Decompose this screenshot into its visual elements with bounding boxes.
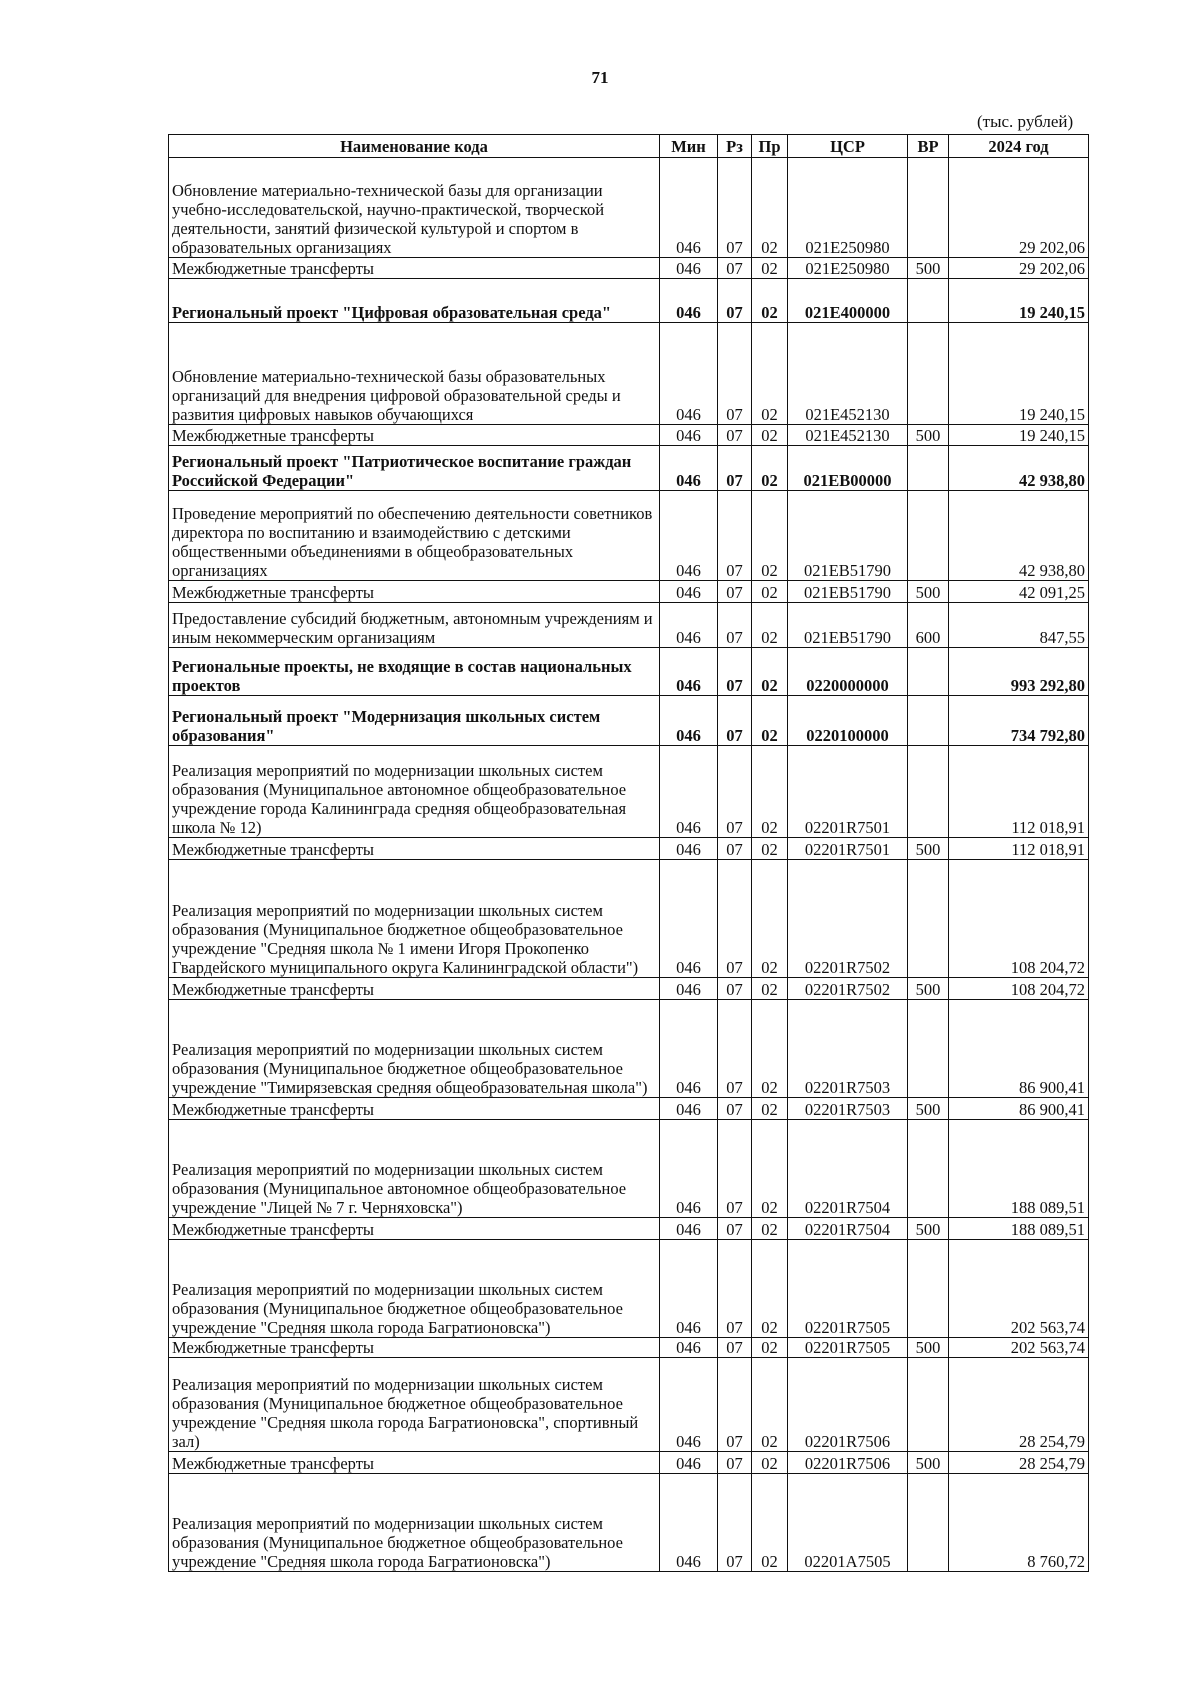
- table-row: [169, 838, 1089, 860]
- cell-amount: 108 204,72: [949, 978, 1089, 1000]
- header-pr: Пр: [752, 135, 788, 158]
- table-row: [169, 978, 1089, 1000]
- cell-amount: 108 204,72: [949, 860, 1089, 978]
- cell-amount: 28 254,79: [949, 1452, 1089, 1474]
- cell-name: Региональный проект "Цифровая образовательная среда": [169, 279, 660, 323]
- cell-name: Межбюджетные трансферты: [169, 425, 660, 446]
- cell-csr: 02201A7505: [788, 1474, 908, 1572]
- cell-pr: 02: [752, 838, 788, 860]
- cell-rz: 07: [718, 581, 752, 603]
- header-min: Мин: [660, 135, 718, 158]
- cell-name: Реализация мероприятий по модернизации школьных систем образования (Муниципальное бюджетное общеобразовательное учреждение "Средняя школа города Багратионовска"): [169, 1240, 660, 1338]
- cell-amount: 8 760,72: [949, 1474, 1089, 1572]
- cell-name: Региональный проект "Патриотическое воспитание граждан Российской Федерации": [169, 446, 660, 491]
- cell-pr: 02: [752, 425, 788, 446]
- cell-min: 046: [660, 323, 718, 425]
- table-row: [169, 1452, 1089, 1474]
- cell-rz: 07: [718, 603, 752, 648]
- cell-amount: 734 792,80: [949, 696, 1089, 746]
- cell-csr: 02201R7506: [788, 1452, 908, 1474]
- cell-name: Обновление материально-технической базы для организации учебно-исследовательской, научно-практической, творческой деятельности, занятий физической культурой и спортом в образовательных организациях: [169, 158, 660, 258]
- table-row: [169, 158, 1089, 258]
- table-row: [169, 1098, 1089, 1120]
- cell-min: 046: [660, 1120, 718, 1218]
- cell-name: Реализация мероприятий по модернизации школьных систем образования (Муниципальное бюджетное общеобразовательное учреждение "Средняя школа города Багратионовска"): [169, 1474, 660, 1572]
- cell-amount: 42 938,80: [949, 446, 1089, 491]
- cell-vr: 500: [908, 1452, 949, 1474]
- cell-rz: 07: [718, 425, 752, 446]
- cell-min: 046: [660, 279, 718, 323]
- cell-amount: 993 292,80: [949, 648, 1089, 696]
- cell-csr: 02201R7502: [788, 860, 908, 978]
- table-body: [169, 158, 1089, 1572]
- cell-csr: 021E452130: [788, 425, 908, 446]
- page-number: 71: [591, 68, 609, 87]
- cell-rz: 07: [718, 258, 752, 279]
- cell-csr: 021EB51790: [788, 581, 908, 603]
- cell-rz: 07: [718, 1098, 752, 1120]
- cell-csr: 02201R7501: [788, 746, 908, 838]
- cell-vr: 500: [908, 258, 949, 279]
- cell-csr: 021E452130: [788, 323, 908, 425]
- cell-vr: 500: [908, 978, 949, 1000]
- cell-name: Межбюджетные трансферты: [169, 1452, 660, 1474]
- table-row: [169, 258, 1089, 279]
- cell-amount: 86 900,41: [949, 1098, 1089, 1120]
- cell-csr: 02201R7506: [788, 1358, 908, 1452]
- table-row: [169, 1474, 1089, 1572]
- cell-vr: [908, 1358, 949, 1452]
- cell-name: Реализация мероприятий по модернизации школьных систем образования (Муниципальное автономное общеобразовательное учреждение города Калининграда средняя общеобразовательная школа № 12): [169, 746, 660, 838]
- cell-pr: 02: [752, 696, 788, 746]
- cell-min: 046: [660, 158, 718, 258]
- cell-pr: 02: [752, 258, 788, 279]
- cell-pr: 02: [752, 323, 788, 425]
- table-row: [169, 648, 1089, 696]
- cell-rz: 07: [718, 279, 752, 323]
- header-year: 2024 год: [949, 135, 1089, 158]
- table-row: [169, 603, 1089, 648]
- cell-vr: [908, 696, 949, 746]
- cell-csr: 0220100000: [788, 696, 908, 746]
- cell-pr: 02: [752, 1120, 788, 1218]
- cell-name: Межбюджетные трансферты: [169, 258, 660, 279]
- cell-csr: 02201R7503: [788, 1000, 908, 1098]
- cell-min: 046: [660, 603, 718, 648]
- cell-pr: 02: [752, 1218, 788, 1240]
- cell-amount: 42 091,25: [949, 581, 1089, 603]
- table-row: [169, 1358, 1089, 1452]
- cell-pr: 02: [752, 1240, 788, 1338]
- cell-min: 046: [660, 425, 718, 446]
- cell-pr: 02: [752, 1358, 788, 1452]
- cell-name: Региональные проекты, не входящие в состав национальных проектов: [169, 648, 660, 696]
- cell-vr: 600: [908, 603, 949, 648]
- cell-name: Реализация мероприятий по модернизации школьных систем образования (Муниципальное бюджетное общеобразовательное учреждение "Тимирязевская средняя общеобразовательная школа"): [169, 1000, 660, 1098]
- header-csr: ЦСР: [788, 135, 908, 158]
- cell-vr: 500: [908, 1218, 949, 1240]
- cell-rz: 07: [718, 1358, 752, 1452]
- budget-table: [168, 134, 1089, 1572]
- cell-vr: [908, 1240, 949, 1338]
- cell-amount: 42 938,80: [949, 491, 1089, 581]
- cell-csr: 02201R7505: [788, 1338, 908, 1358]
- cell-amount: 112 018,91: [949, 838, 1089, 860]
- cell-csr: 021EB00000: [788, 446, 908, 491]
- table-row: [169, 1338, 1089, 1358]
- cell-rz: 07: [718, 323, 752, 425]
- cell-amount: 29 202,06: [949, 158, 1089, 258]
- cell-pr: 02: [752, 648, 788, 696]
- cell-name: Межбюджетные трансферты: [169, 1098, 660, 1120]
- table-row: [169, 1240, 1089, 1338]
- cell-pr: 02: [752, 446, 788, 491]
- cell-vr: [908, 279, 949, 323]
- cell-name: Реализация мероприятий по модернизации школьных систем образования (Муниципальное бюджетное общеобразовательное учреждение "Средняя школа города Багратионовска", спортивный зал): [169, 1358, 660, 1452]
- cell-csr: 02201R7504: [788, 1218, 908, 1240]
- table-row: [169, 581, 1089, 603]
- cell-rz: 07: [718, 746, 752, 838]
- cell-min: 046: [660, 446, 718, 491]
- cell-amount: 202 563,74: [949, 1338, 1089, 1358]
- cell-rz: 07: [718, 696, 752, 746]
- table-row: [169, 446, 1089, 491]
- cell-rz: 07: [718, 838, 752, 860]
- cell-rz: 07: [718, 1240, 752, 1338]
- cell-min: 046: [660, 648, 718, 696]
- table-row: [169, 323, 1089, 425]
- cell-min: 046: [660, 1240, 718, 1338]
- cell-name: Обновление материально-технической базы образовательных организаций для внедрения цифровой образовательной среды и развития цифровых навыков обучающихся: [169, 323, 660, 425]
- cell-rz: 07: [718, 978, 752, 1000]
- table-row: [169, 279, 1089, 323]
- cell-vr: [908, 491, 949, 581]
- cell-vr: [908, 1120, 949, 1218]
- header-name: Наименование кода: [169, 135, 660, 158]
- cell-amount: 847,55: [949, 603, 1089, 648]
- cell-pr: 02: [752, 581, 788, 603]
- cell-name: Межбюджетные трансферты: [169, 1338, 660, 1358]
- cell-vr: [908, 323, 949, 425]
- table-row: [169, 1218, 1089, 1240]
- table-row: [169, 746, 1089, 838]
- cell-pr: 02: [752, 1474, 788, 1572]
- table-header-row: [169, 135, 1089, 158]
- cell-name: Межбюджетные трансферты: [169, 838, 660, 860]
- cell-name: Реализация мероприятий по модернизации школьных систем образования (Муниципальное бюджетное общеобразовательное учреждение "Средняя школа № 1 имени Игоря Прокопенко Гвардейского муниципального округа Калининградской области"): [169, 860, 660, 978]
- cell-pr: 02: [752, 978, 788, 1000]
- cell-pr: 02: [752, 1098, 788, 1120]
- cell-amount: 19 240,15: [949, 323, 1089, 425]
- cell-vr: [908, 1000, 949, 1098]
- cell-name: Предоставление субсидий бюджетным, автономным учреждениям и иным некоммерческим организациям: [169, 603, 660, 648]
- cell-rz: 07: [718, 1474, 752, 1572]
- cell-min: 046: [660, 1098, 718, 1120]
- cell-pr: 02: [752, 158, 788, 258]
- cell-amount: 112 018,91: [949, 746, 1089, 838]
- cell-rz: 07: [718, 1120, 752, 1218]
- cell-csr: 021E250980: [788, 258, 908, 279]
- cell-min: 046: [660, 1474, 718, 1572]
- cell-vr: 500: [908, 838, 949, 860]
- header-vr: ВР: [908, 135, 949, 158]
- cell-name: Межбюджетные трансферты: [169, 581, 660, 603]
- cell-vr: [908, 860, 949, 978]
- cell-amount: 29 202,06: [949, 258, 1089, 279]
- cell-csr: 021E250980: [788, 158, 908, 258]
- header-rz: Рз: [718, 135, 752, 158]
- cell-pr: 02: [752, 1000, 788, 1098]
- table-row: [169, 860, 1089, 978]
- cell-csr: 0220000000: [788, 648, 908, 696]
- cell-vr: [908, 648, 949, 696]
- cell-vr: 500: [908, 581, 949, 603]
- cell-rz: 07: [718, 1452, 752, 1474]
- cell-vr: [908, 1474, 949, 1572]
- cell-min: 046: [660, 1358, 718, 1452]
- cell-rz: 07: [718, 491, 752, 581]
- cell-vr: [908, 446, 949, 491]
- cell-rz: 07: [718, 446, 752, 491]
- cell-vr: 500: [908, 1338, 949, 1358]
- cell-amount: 19 240,15: [949, 425, 1089, 446]
- cell-csr: 02201R7502: [788, 978, 908, 1000]
- table-row: [169, 1000, 1089, 1098]
- cell-min: 046: [660, 1452, 718, 1474]
- cell-pr: 02: [752, 746, 788, 838]
- cell-amount: 86 900,41: [949, 1000, 1089, 1098]
- cell-csr: 021E400000: [788, 279, 908, 323]
- cell-amount: 19 240,15: [949, 279, 1089, 323]
- cell-name: Проведение мероприятий по обеспечению деятельности советников директора по воспитанию и взаимодействию с детскими общественными объединениями в общеобразовательных организациях: [169, 491, 660, 581]
- cell-pr: 02: [752, 491, 788, 581]
- cell-amount: 28 254,79: [949, 1358, 1089, 1452]
- cell-min: 046: [660, 581, 718, 603]
- cell-amount: 188 089,51: [949, 1120, 1089, 1218]
- cell-vr: 500: [908, 425, 949, 446]
- cell-min: 046: [660, 696, 718, 746]
- cell-rz: 07: [718, 1338, 752, 1358]
- cell-rz: 07: [718, 158, 752, 258]
- cell-csr: 02201R7501: [788, 838, 908, 860]
- cell-csr: 02201R7504: [788, 1120, 908, 1218]
- cell-name: Межбюджетные трансферты: [169, 1218, 660, 1240]
- cell-amount: 202 563,74: [949, 1240, 1089, 1338]
- cell-vr: [908, 158, 949, 258]
- cell-pr: 02: [752, 860, 788, 978]
- cell-rz: 07: [718, 648, 752, 696]
- cell-min: 046: [660, 978, 718, 1000]
- cell-pr: 02: [752, 603, 788, 648]
- table-row: [169, 491, 1089, 581]
- cell-csr: 021EB51790: [788, 603, 908, 648]
- cell-vr: [908, 746, 949, 838]
- cell-pr: 02: [752, 279, 788, 323]
- cell-rz: 07: [718, 860, 752, 978]
- cell-csr: 021EB51790: [788, 491, 908, 581]
- cell-min: 046: [660, 746, 718, 838]
- cell-rz: 07: [718, 1000, 752, 1098]
- cell-min: 046: [660, 258, 718, 279]
- cell-name: Реализация мероприятий по модернизации школьных систем образования (Муниципальное автономное общеобразовательное учреждение "Лицей № 7 г. Черняховска"): [169, 1120, 660, 1218]
- units-label: (тыс. рублей): [977, 112, 1074, 131]
- cell-pr: 02: [752, 1338, 788, 1358]
- cell-min: 046: [660, 1000, 718, 1098]
- table-row: [169, 696, 1089, 746]
- cell-vr: 500: [908, 1098, 949, 1120]
- cell-min: 046: [660, 1218, 718, 1240]
- cell-min: 046: [660, 838, 718, 860]
- cell-csr: 02201R7505: [788, 1240, 908, 1338]
- cell-min: 046: [660, 1338, 718, 1358]
- table-row: [169, 425, 1089, 446]
- cell-name: Межбюджетные трансферты: [169, 978, 660, 1000]
- cell-csr: 02201R7503: [788, 1098, 908, 1120]
- cell-amount: 188 089,51: [949, 1218, 1089, 1240]
- cell-min: 046: [660, 491, 718, 581]
- cell-min: 046: [660, 860, 718, 978]
- cell-rz: 07: [718, 1218, 752, 1240]
- cell-pr: 02: [752, 1452, 788, 1474]
- cell-name: Региональный проект "Модернизация школьных систем образования": [169, 696, 660, 746]
- table-row: [169, 1120, 1089, 1218]
